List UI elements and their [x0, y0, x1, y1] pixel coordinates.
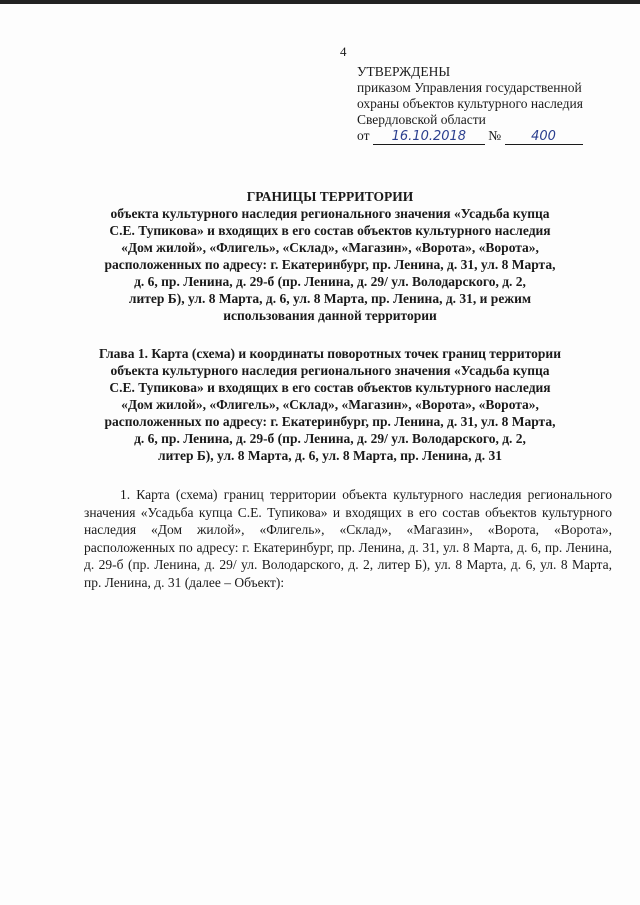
- chapter-line: объекта культурного наследия регионального значения «Усадьба купца: [110, 363, 550, 378]
- approval-line: Свердловской области: [357, 112, 486, 127]
- chapter-line: расположенных по адресу: г. Екатеринбург, пр. Ленина, д. 31, ул. 8 Марта,: [104, 414, 556, 429]
- chapter-line: литер Б), ул. 8 Марта, д. 6, ул. 8 Марта, пр. Ленина, д. 31: [158, 448, 502, 463]
- approval-line: охраны объектов культурного наследия: [357, 96, 583, 111]
- body-paragraph: 1. Карта (схема) границ территории объекта культурного наследия регионального значения «Усадьба купца С.Е. Тупикова» и входящих в его состав объектов культурного наследия «Дом жилой», «Флигель», «Склад», «Магазин», «Ворота, «Ворота», расположенных по адресу: г. Екатеринбург, пр. Ленина, д. 31, ул. 8 Марта, д. 6, пр. Ленина, д. 29-б (пр. Ленина, д. 29/ ул. Володарского, д. 2, литер Б), ул. 8 Марта, д. 6, ул. 8 Марта, пр. Ленина, д. 31 (далее – Объект):: [84, 487, 612, 590]
- number-prefix: №: [488, 128, 502, 143]
- title-line: расположенных по адресу: г. Екатеринбург, пр. Ленина, д. 31, ул. 8 Марта,: [104, 257, 556, 272]
- title-line: «Дом жилой», «Флигель», «Склад», «Магазин», «Ворота», «Ворота»,: [121, 240, 539, 255]
- chapter-line: Глава 1. Карта (схема) и координаты поворотных точек границ территории: [99, 346, 561, 361]
- title-line: использования данной территории: [223, 308, 437, 323]
- chapter-line: С.Е. Тупикова» и входящих в его состав объектов культурного наследия: [109, 380, 551, 395]
- title-heading: ГРАНИЦЫ ТЕРРИТОРИИ: [246, 189, 414, 204]
- page-number: 4: [340, 44, 347, 59]
- chapter-line: «Дом жилой», «Флигель», «Склад», «Магазин», «Ворота», «Ворота»,: [121, 397, 539, 412]
- date-prefix: от: [357, 128, 370, 143]
- chapter-heading: [70, 345, 590, 464]
- approval-line: УТВЕРЖДЕНЫ: [357, 64, 451, 79]
- title-line: С.Е. Тупикова» и входящих в его состав объектов культурного наследия: [109, 223, 551, 238]
- handwritten-number: 400: [505, 130, 583, 145]
- handwritten-date: 16.10.2018: [373, 130, 485, 145]
- document-title: [70, 188, 590, 324]
- chapter-line: д. 6, пр. Ленина, д. 29-б (пр. Ленина, д. 29/ ул. Володарского, д. 2,: [134, 431, 526, 446]
- approval-stamp: [357, 64, 627, 145]
- title-line: объекта культурного наследия регионального значения «Усадьба купца: [110, 206, 550, 221]
- approval-line: приказом Управления государственной: [357, 80, 582, 95]
- scan-top-edge: [0, 0, 640, 4]
- approval-date-line: [357, 128, 627, 145]
- title-line: литер Б), ул. 8 Марта, д. 6, ул. 8 Марта, пр. Ленина, д. 31, и режим: [128, 291, 532, 306]
- title-line: д. 6, пр. Ленина, д. 29-б (пр. Ленина, д. 29/ ул. Володарского, д. 2,: [134, 274, 526, 289]
